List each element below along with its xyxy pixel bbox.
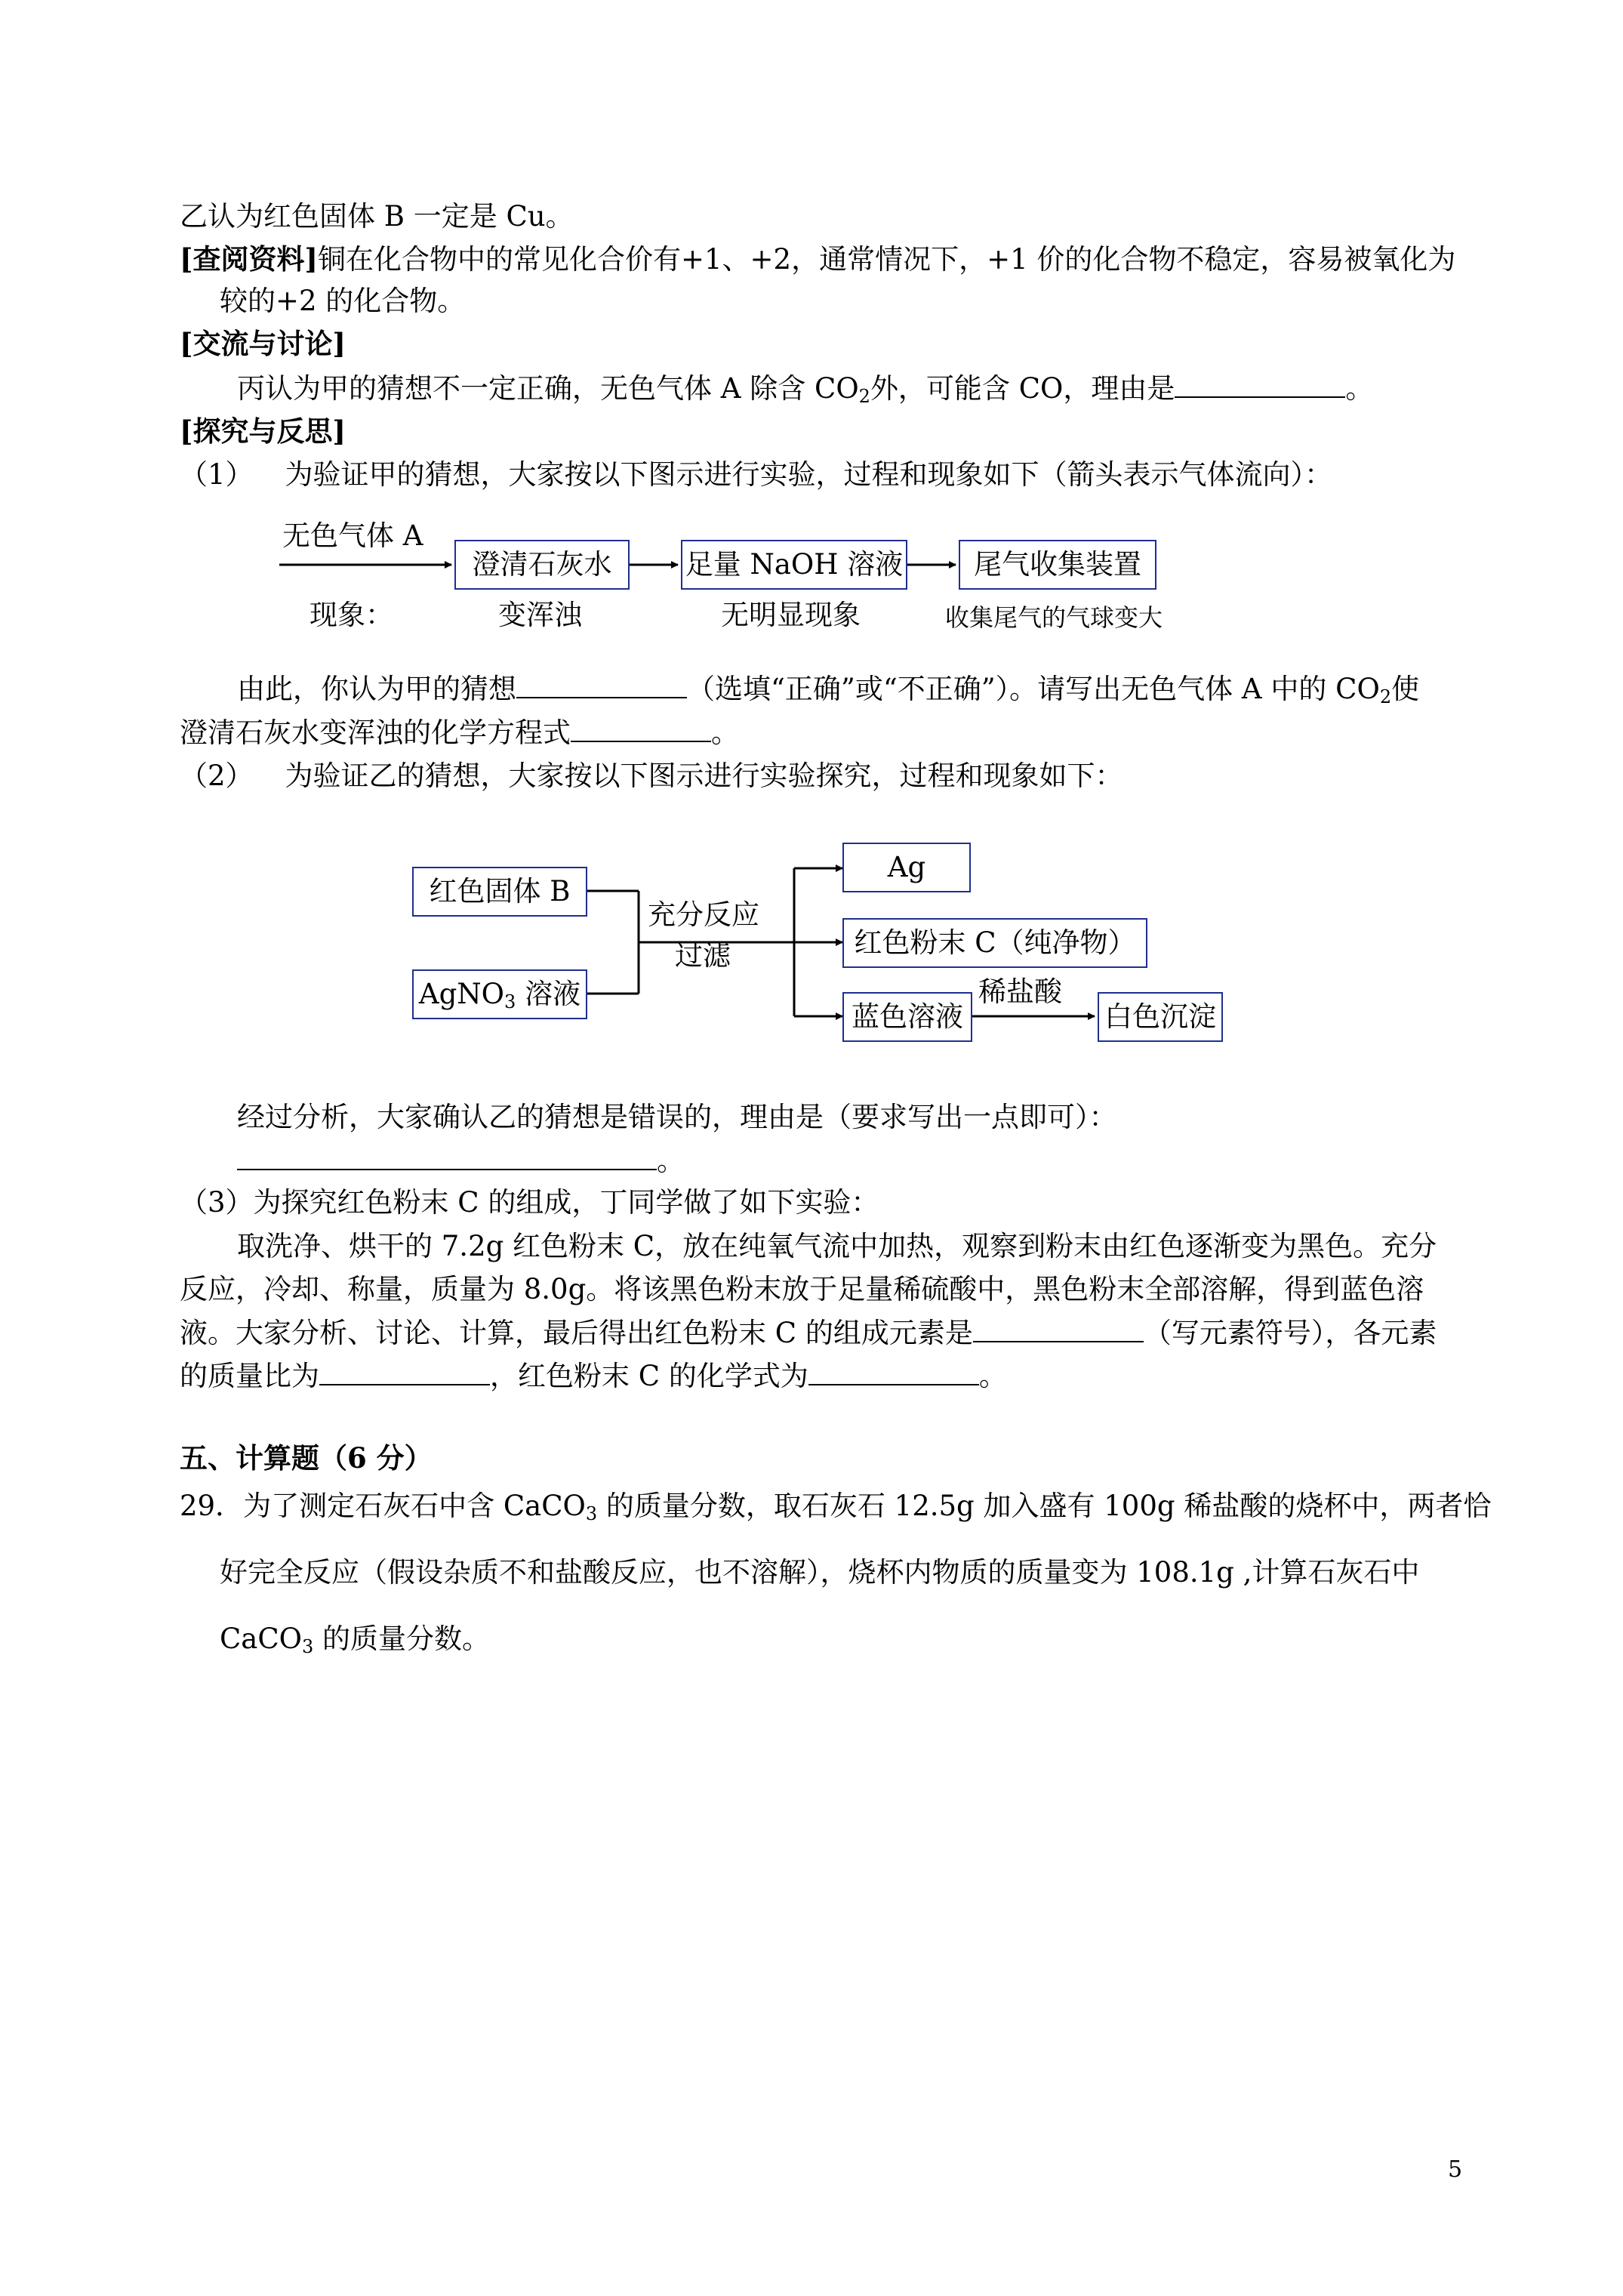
q29-sub2: 3 — [302, 1636, 314, 1657]
phenomenon-1: 变浑浊 — [498, 599, 582, 631]
disc-text-a: 丙认为甲的猜想不一定正确，无色气体 A 除含 CO — [237, 372, 859, 405]
q29-a: 29．为了测定石灰石中含 CaCO — [180, 1490, 586, 1522]
answer-blank-reason-2[interactable] — [237, 1142, 657, 1170]
q29-line1 — [180, 1487, 1491, 1525]
box-white-precipitate: 白色沉淀 — [1098, 992, 1223, 1042]
ref-text2: 较的+2 的化合物。 — [220, 285, 466, 317]
box-naoh: 足量 NaOH 溶液 — [681, 540, 907, 590]
q29-sub1: 3 — [585, 1503, 598, 1524]
reaction-label: 充分反应 — [648, 898, 759, 931]
box-red-solid-b: 红色固体 B — [412, 867, 587, 917]
q1-number: （1） — [180, 458, 254, 491]
explore-label: [探究与反思] — [180, 415, 346, 448]
box-red-powder-c: 红色粉末 C（纯净物） — [842, 918, 1147, 968]
q1-concl-sub: 2 — [1379, 686, 1392, 707]
q2-blank-line — [237, 1142, 685, 1180]
q1-concl2-a: 澄清石灰水变浑浊的化学方程式 — [180, 717, 571, 749]
phenomenon-label: 现象： — [310, 599, 393, 631]
q2-text: 为验证乙的猜想，大家按以下图示进行实验探究，过程和现象如下： — [285, 760, 1123, 792]
q2-number: （2） — [180, 760, 254, 792]
disc-text-b: 外，可能含 CO，理由是 — [870, 372, 1175, 405]
q29-l3b: 的质量分数。 — [313, 1623, 491, 1655]
phenomenon-3: 收集尾气的气球变大 — [945, 603, 1163, 632]
box-agno3-solution — [412, 969, 587, 1019]
phenomenon-2: 无明显现象 — [721, 599, 861, 631]
box-limewater: 澄清石灰水 — [454, 540, 630, 590]
q3-p3b: （写元素符号），各元素 — [1143, 1317, 1437, 1349]
q1-concl-b: （选填“正确”或“不正确”）。请写出无色气体 A 中的 CO — [687, 673, 1380, 705]
q1-concl-c: 使 — [1391, 673, 1420, 705]
ref-paragraph-line1 — [180, 240, 1455, 279]
disc-sub: 2 — [858, 386, 870, 407]
box-ag: Ag — [842, 843, 971, 892]
answer-blank-mass-ratio[interactable] — [319, 1357, 490, 1385]
answer-blank-guess-correct[interactable] — [516, 670, 687, 698]
answer-blank-equation[interactable] — [571, 713, 711, 742]
q29-line2: 好完全反应（假设杂质不和盐酸反应，也不溶解），烧杯内物质的质量变为 108.1g ,计算石灰石中 — [220, 1556, 1420, 1589]
box-tail-gas-collector: 尾气收集装置 — [959, 540, 1156, 590]
disc-label: [交流与讨论] — [180, 327, 346, 360]
q2-line — [180, 757, 1123, 795]
q3-line: （3）为探究红色粉末 C 的组成，丁同学做了如下实验： — [180, 1186, 879, 1219]
q3-p3a: 液。大家分析、讨论、计算，最后得出红色粉末 C 的组成元素是 — [180, 1317, 973, 1349]
agno3-b: 溶液 — [516, 978, 581, 1010]
gas-a-label: 无色气体 A — [282, 519, 423, 552]
q2-conclusion: 经过分析，大家确认乙的猜想是错误的，理由是（要求写出一点即可）： — [237, 1101, 1117, 1133]
answer-blank-reason[interactable] — [1175, 369, 1345, 398]
agno3-sub: 3 — [504, 991, 516, 1012]
ref-text1: 铜在化合物中的常见化合价有+1、+2，通常情况下，+1 价的化合物不稳定，容易被氧化为 — [318, 243, 1456, 276]
q3-paragraph-2: 反应，冷却、称量，质量为 8.0g。将该黑色粉末放于足量稀硫酸中，黑色粉末全部溶解，得到蓝色溶 — [180, 1273, 1424, 1305]
q3-p4c: 。 — [978, 1360, 1007, 1392]
ref-label: [查阅资料] — [180, 242, 319, 276]
q3-paragraph-1: 取洗净、烘干的 7.2g 红色粉末 C，放在纯氧气流中加热，观察到粉末由红色逐渐变为黑色。充分 — [237, 1230, 1437, 1262]
box-blue-solution: 蓝色溶液 — [842, 992, 972, 1042]
q1-conclusion-line1 — [237, 670, 1419, 708]
dilute-hcl-label: 稀盐酸 — [978, 975, 1062, 1008]
q3-p4b: ，红色粉末 C 的化学式为 — [490, 1360, 808, 1392]
page-number: 5 — [1448, 2156, 1463, 2183]
q3-paragraph-4 — [180, 1357, 1007, 1395]
agno3-a: AgNO — [418, 978, 505, 1010]
q1-concl-a: 由此，你认为甲的猜想 — [237, 673, 516, 705]
disc-paragraph — [237, 369, 1373, 408]
q1-text: 为验证甲的猜想，大家按以下图示进行实验，过程和现象如下（箭头表示气体流向）： — [285, 458, 1333, 491]
q29-b: 的质量分数，取石灰石 12.5g 加入盛有 100g 稀盐酸的烧杯中，两者恰 — [597, 1490, 1492, 1522]
answer-blank-formula[interactable] — [808, 1357, 979, 1385]
q29-line3 — [220, 1620, 490, 1658]
filter-label: 过滤 — [675, 939, 731, 972]
line-yi: 乙认为红色固体 B 一定是 Cu。 — [180, 200, 574, 233]
q1-conclusion-line2 — [180, 713, 739, 752]
q3-p4a: 的质量比为 — [180, 1360, 319, 1392]
q29-l3a: CaCO — [220, 1623, 303, 1655]
disc-end: 。 — [1345, 372, 1374, 405]
q1-concl2-end: 。 — [711, 717, 739, 749]
q3-paragraph-3 — [180, 1314, 1437, 1352]
q2-blank-end: 。 — [657, 1145, 685, 1177]
section-5-title: 五、计算题（6 分） — [180, 1441, 433, 1475]
answer-blank-elements[interactable] — [973, 1314, 1144, 1342]
q1-line — [180, 456, 1332, 494]
